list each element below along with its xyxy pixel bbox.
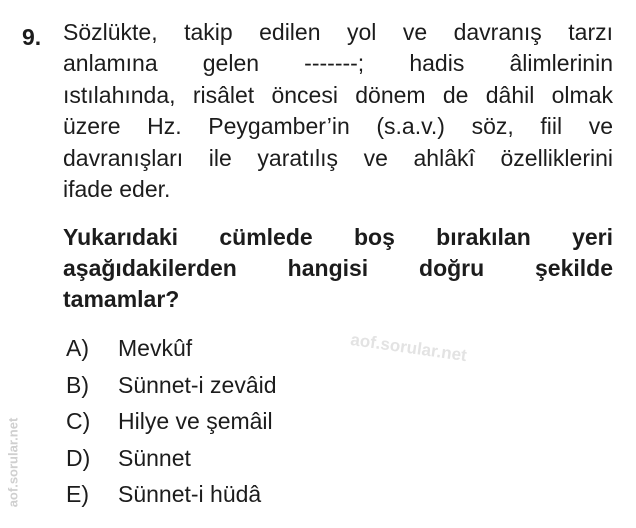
prompt-line: tamamlar? [63,286,180,312]
option-text: Sünnet-i zevâid [118,371,277,398]
option-letter: E) [66,481,89,507]
stem-line: ifade eder. [63,176,171,203]
question-stem [63,17,613,205]
option-b[interactable] [66,367,277,404]
answer-options [66,330,277,513]
watermark-side: aof.sorular.net [5,417,21,508]
option-e[interactable] [66,476,277,513]
option-letter: A) [66,335,89,361]
option-text: Hilye ve şemâil [118,408,273,434]
prompt-line: aşağıdakilerden hangisi doğru şekilde [63,255,613,281]
stem-line: davranışları ile yaratılış ve ahlâkî özelliklerini [63,144,613,171]
option-letter: B) [66,371,89,398]
prompt-line: Yukarıdaki cümlede boş bırakılan yeri [63,224,613,250]
question-number: 9. [22,24,42,50]
option-text: Sünnet-i hüdâ [118,481,262,507]
option-text: Mevkûf [118,335,193,361]
stem-line: anlamına gelen -------; hadis âlimlerinin [63,50,613,77]
option-c[interactable] [66,403,277,440]
option-text: Sünnet [118,444,191,471]
stem-line: ıstılahında, risâlet öncesi dönem de dâhil olmak [63,81,613,108]
option-a[interactable] [66,330,277,367]
option-letter: C) [66,408,91,434]
option-d[interactable] [66,440,277,477]
stem-line: Sözlükte, takip edilen yol ve davranış tarzı [63,19,613,45]
question-prompt [63,222,613,315]
stem-line: üzere Hz. Peygamber’in (s.a.v.) söz, fiil ve [63,113,613,140]
option-letter: D) [66,444,91,471]
watermark-center: aof.sorular.net [349,330,469,366]
